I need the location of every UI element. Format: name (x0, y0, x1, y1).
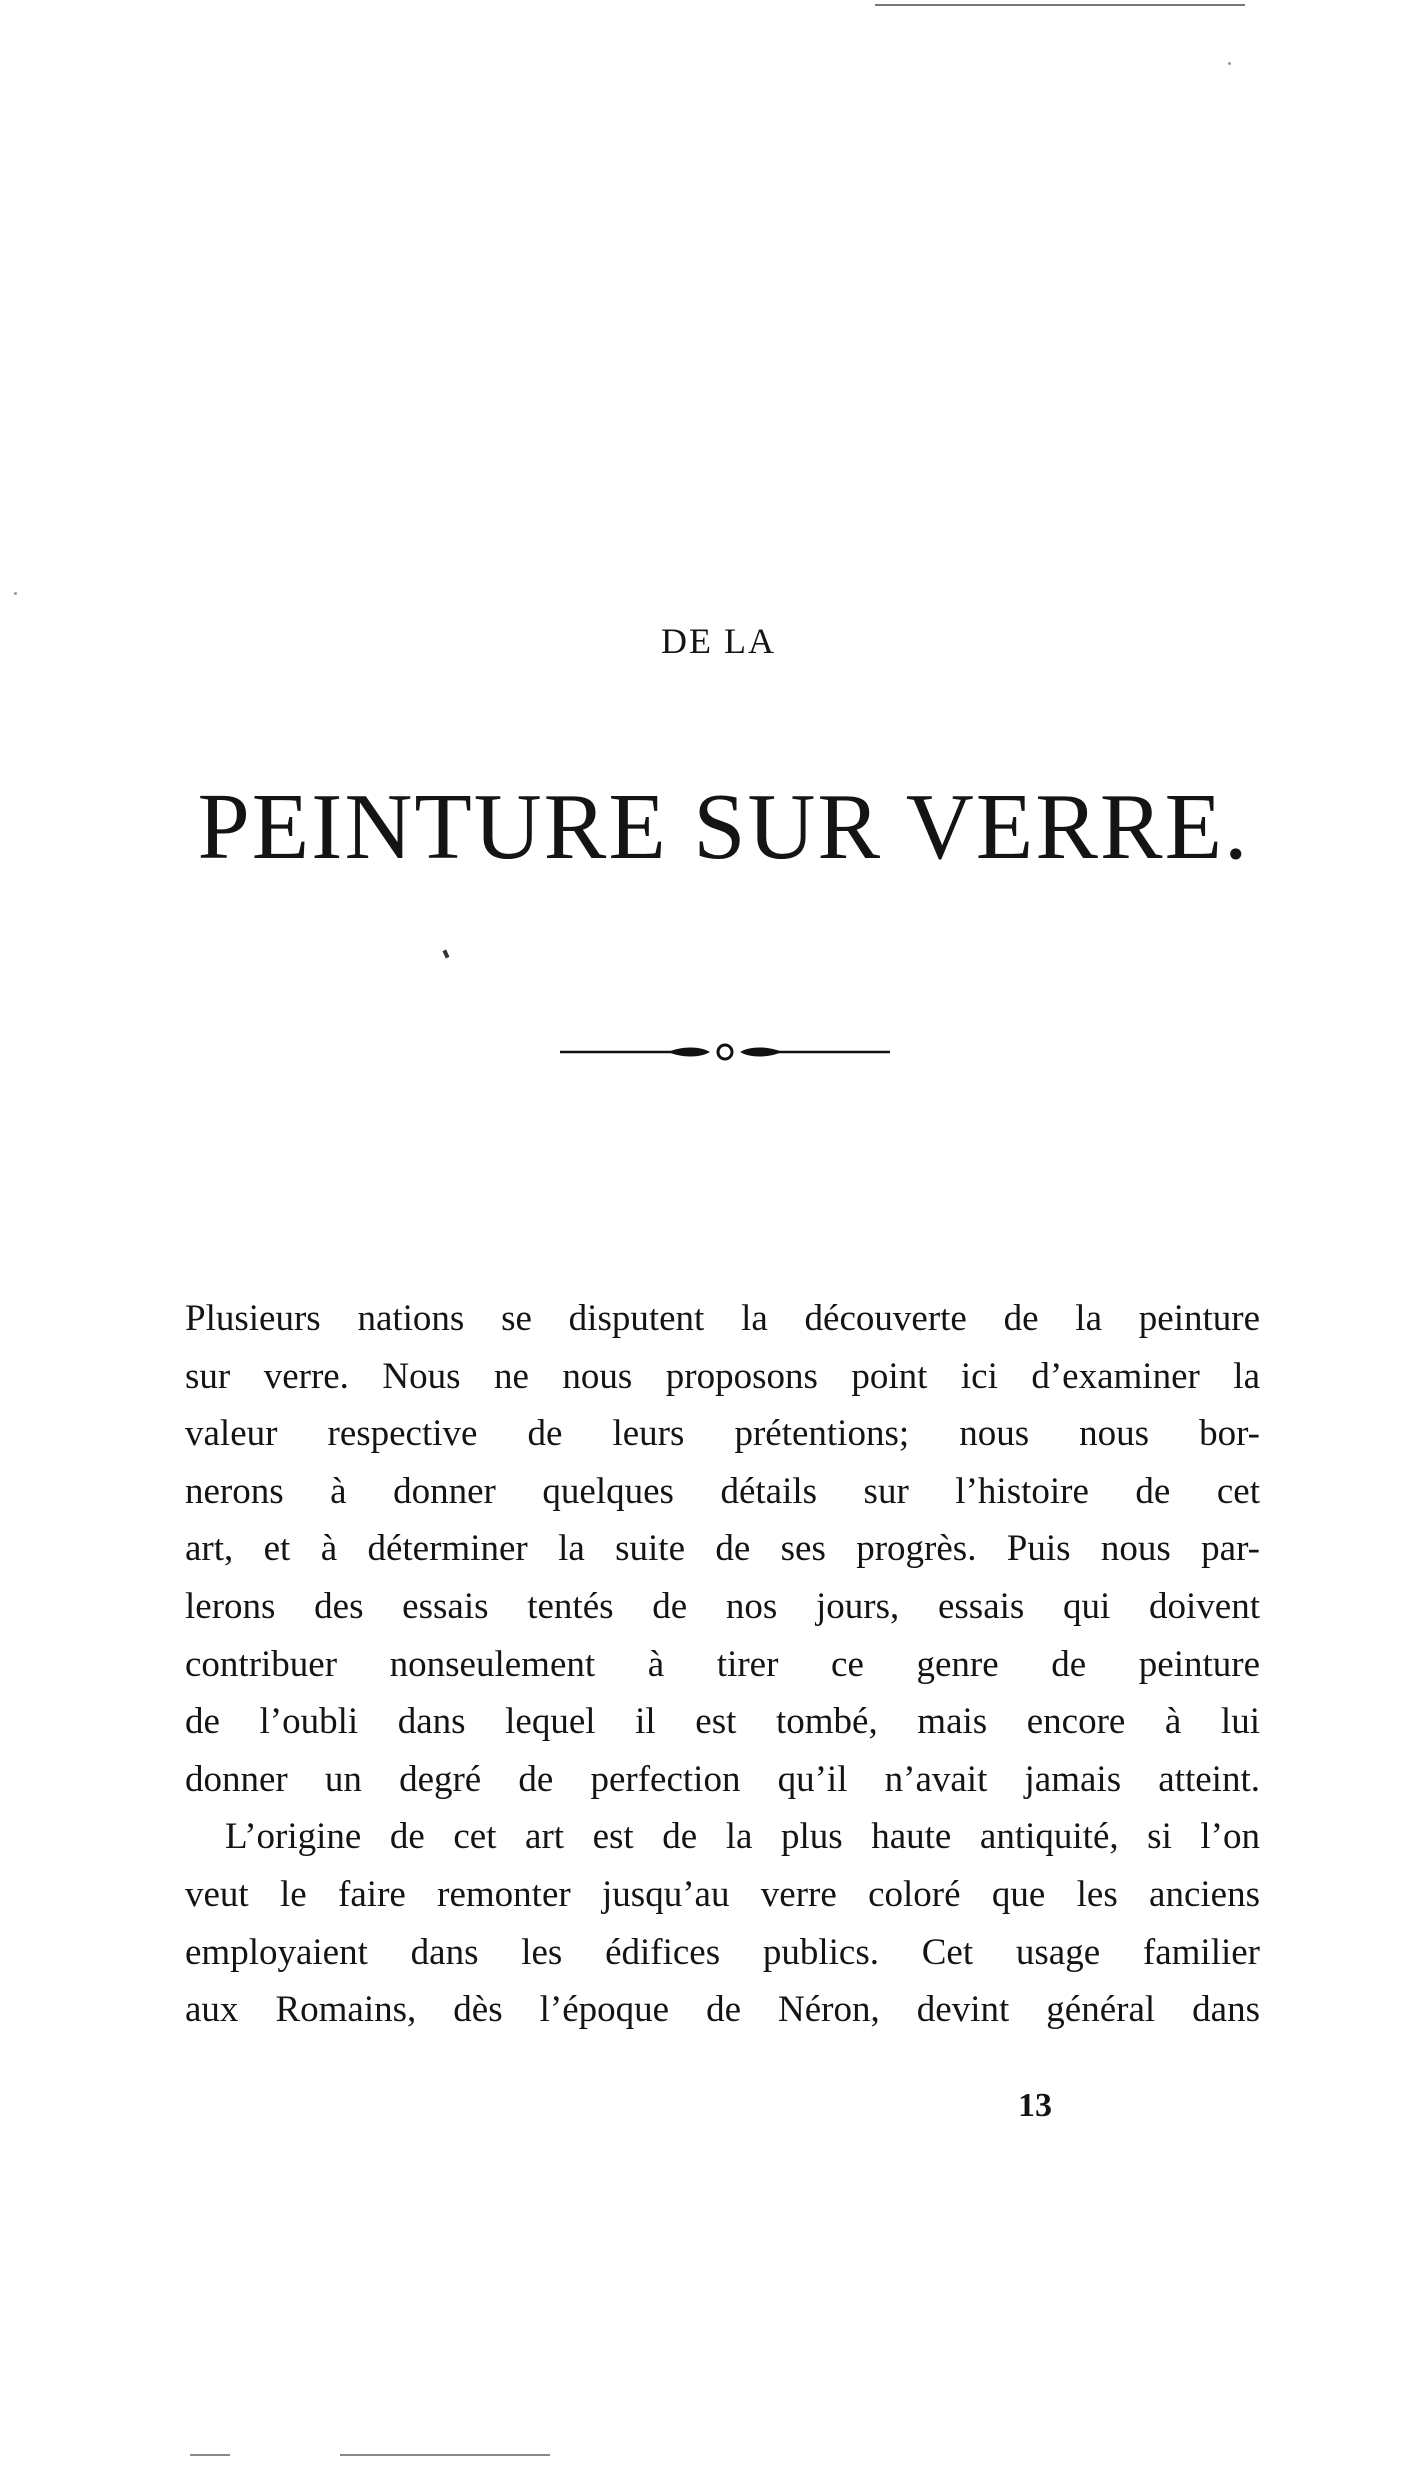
body-paragraphs (185, 1290, 1260, 2039)
page-signature-mark: 13 (1018, 2087, 1052, 2124)
top-edge-rule (875, 4, 1245, 6)
bottom-edge-rules (190, 2454, 550, 2458)
ink-mark (442, 950, 449, 959)
page-title: PEINTURE SUR VERRE. (197, 775, 1250, 879)
text-line: aux Romains, dès l’époque de Néron, devint général dans (185, 1989, 1260, 2031)
ornamental-divider-icon (560, 1040, 890, 1064)
text-line: L’origine de cet art est de la plus haute antiquité, si l’on (225, 1816, 1260, 1858)
text-line: veut le faire remonter jusqu’au verre coloré que les anciens (185, 1873, 1260, 1915)
text-line: contribuer nonseulement à tirer ce genre de peinture (185, 1643, 1260, 1685)
text-line: sur verre. Nous ne nous proposons point ici d’examiner la (185, 1355, 1260, 1397)
paper-speck (14, 592, 17, 595)
text-line: art, et à déterminer la suite de ses progrès. Puis nous par- (185, 1528, 1260, 1570)
text-line: lerons des essais tentés de nos jours, essais qui doivent (185, 1585, 1260, 1627)
text-line: donner un degré de perfection qu’il n’avait jamais atteint. (185, 1758, 1260, 1800)
text-line: de l’oubli dans lequel il est tombé, mais encore à lui (185, 1701, 1260, 1743)
pre-title: DE LA (661, 621, 776, 661)
text-line: nerons à donner quelques détails sur l’histoire de cet (185, 1470, 1260, 1512)
text-line: Plusieurs nations se disputent la découverte de la peinture (185, 1298, 1260, 1339)
text-line: valeur respective de leurs prétentions; nous nous bor- (185, 1413, 1260, 1455)
paper-speck (1228, 62, 1231, 65)
text-line: employaient dans les édifices publics. Cet usage familier (185, 1931, 1260, 1973)
